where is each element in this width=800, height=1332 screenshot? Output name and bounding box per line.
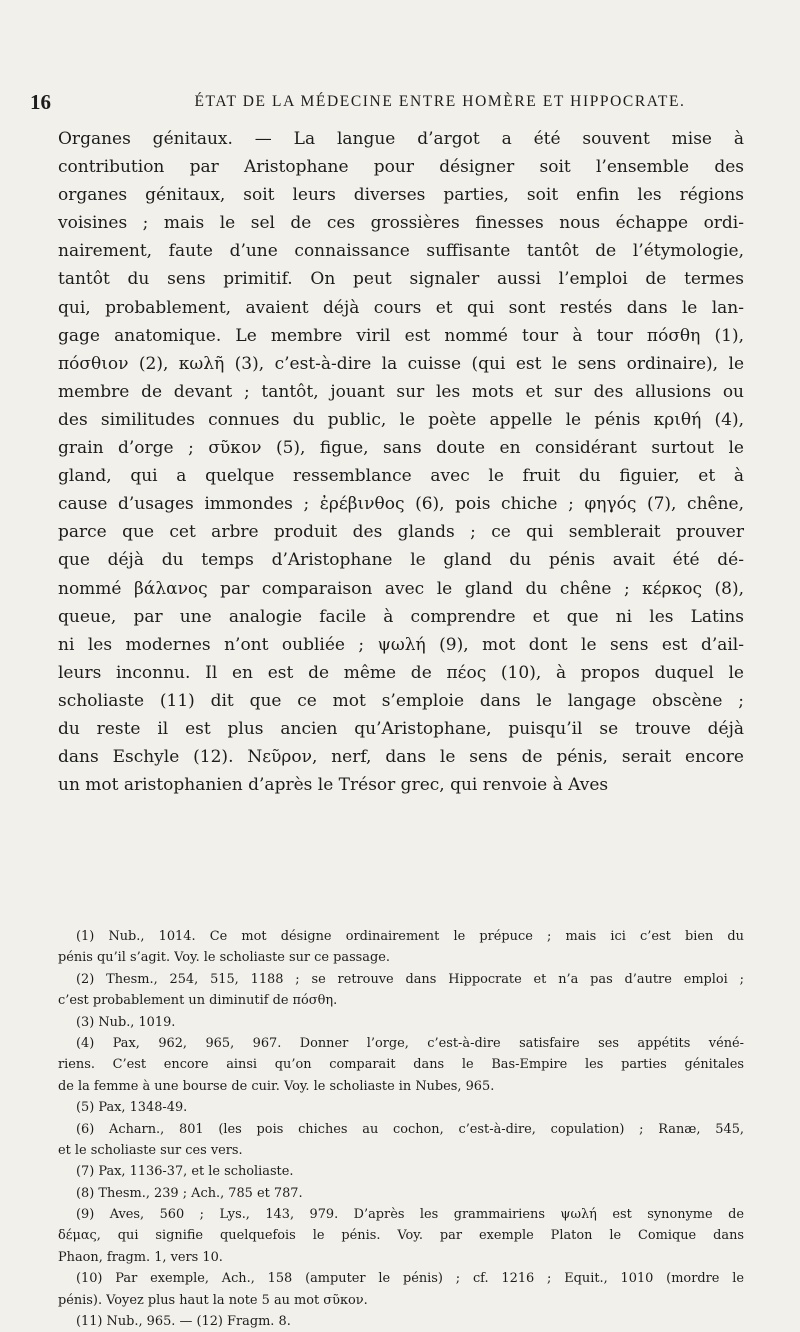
text-line: un mot aristophanien d’après le Trésor grec, qui renvoie à Aves [58, 775, 609, 796]
footnote-line: pénis qu’il s’agit. Voy. le scholiaste sur ce passage. [58, 950, 390, 966]
footnote-line: (6) Acharn., 801 (les pois chiches au cochon, c’est-à-dire, copulation) ; Ranæ, 545, [76, 1121, 744, 1137]
footnote-line: de la femme à une bourse de cuir. Voy. le scholiaste in Nubes, 965. [58, 1078, 495, 1094]
footnote [58, 1033, 744, 1097]
footnote [58, 1204, 744, 1268]
footnote [58, 1183, 744, 1204]
text-line: gage anatomique. Le membre viril est nommé tour à tour πόσθη (1), [58, 325, 744, 346]
text-line: nairement, faute d’une connaissance suffisante tantôt de l’étymologie, [58, 241, 744, 262]
footnote-line: pénis). Voyez plus haut la note 5 au mot σῦκον. [58, 1292, 368, 1308]
footnote [58, 1268, 744, 1311]
footnote-line: (2) Thesm., 254, 515, 1188 ; se retrouve dans Hippocrate et n’a pas d’autre emploi ; [76, 971, 744, 987]
footnote [58, 969, 744, 1012]
footnote-line: (9) Aves, 560 ; Lys., 143, 979. D’après les grammairiens ψωλή est synonyme de [76, 1207, 744, 1223]
footnote [58, 1119, 744, 1162]
text-line: grain d’orge ; σῦκον (5), figue, sans doute en considérant surtout le [58, 438, 744, 459]
text-line: nommé βάλανος par comparaison avec le gland du chêne ; κέρκος (8), [58, 578, 744, 599]
footnote-line: δέμας, qui signifie quelquefois le pénis. Voy. par exemple Platon le Comique dans [58, 1228, 744, 1244]
text-line: tantôt du sens primitif. On peut signaler aussi l’emploi de termes [58, 269, 744, 290]
page-header [30, 90, 770, 116]
footnote [58, 1311, 744, 1332]
footnote-line: (8) Thesm., 239 ; Ach., 785 et 787. [76, 1185, 303, 1201]
text-line: que déjà du temps d’Aristophane le gland du pénis avait été dé- [58, 550, 744, 571]
footnote [58, 1097, 744, 1118]
footnotes [58, 926, 744, 1332]
text-line: gland, qui a quelque ressemblance avec le fruit du figuier, et à [58, 466, 744, 487]
footnote-line: (1) Nub., 1014. Ce mot désigne ordinairement le prépuce ; mais ici c’est bien du [76, 929, 744, 944]
page-number: 16 [30, 90, 51, 114]
footnote-line: c’est probablement un diminutif de πόσθη. [58, 993, 338, 1009]
main-text [58, 125, 744, 799]
footnote [58, 1161, 744, 1182]
text-line: scholiaste (11) dit que ce mot s’emploie dans le langage obscène ; [58, 690, 744, 711]
text-line: voisines ; mais le sel de ces grossières finesses nous échappe ordi- [58, 213, 744, 234]
text-line: qui, probablement, avaient déjà cours et qui sont restés dans le lan- [58, 297, 744, 318]
footnote-line: (7) Pax, 1136-37, et le scholiaste. [76, 1164, 294, 1180]
running-head: ÉTAT DE LA MÉDECINE ENTRE HOMÈRE ET HIPPOCRATE. [194, 93, 686, 110]
text-line: Organes génitaux. — La langue d’argot a été souvent mise à [58, 129, 744, 149]
text-line: cause d’usages immondes ; ἐρέβινθος (6), pois chiche ; φηγός (7), chêne, [58, 494, 744, 515]
footnote-line: et le scholiaste sur ces vers. [58, 1142, 243, 1158]
text-line: leurs inconnu. Il en est de même de πέος (10), à propos duquel le [58, 662, 744, 683]
text-line: membre de devant ; tantôt, jouant sur les mots et sur des allusions ou [58, 381, 744, 402]
footnote-line: (10) Par exemple, Ach., 158 (amputer le pénis) ; cf. 1216 ; Equit., 1010 (mordre le [76, 1271, 744, 1287]
footnote-line: (4) Pax, 962, 965, 967. Donner l’orge, c’est-à-dire satisfaire ses appétits véné- [76, 1035, 744, 1051]
text-line: organes génitaux, soit leurs diverses parties, soit enfin les régions [58, 185, 744, 206]
footnote-line: riens. C’est encore ainsi qu’on comparait dans le Bas-Empire les parties génitales [58, 1057, 744, 1073]
text-line: πόσθιον (2), κωλῆ (3), c’est-à-dire la cuisse (qui est le sens ordinaire), le [58, 353, 744, 374]
footnote [58, 926, 744, 969]
text-line: queue, par une analogie facile à comprendre et que ni les Latins [58, 606, 744, 627]
text-line: ni les modernes n’ont oubliée ; ψωλή (9), mot dont le sens est d’ail- [58, 634, 744, 655]
text-line: dans Eschyle (12). Νεῦρον, nerf, dans le sens de pénis, serait encore [58, 747, 744, 768]
footnote-line: Phaon, fragm. 1, vers 10. [58, 1249, 223, 1265]
footnote-line: (11) Nub., 965. — (12) Fragm. 8. [76, 1314, 291, 1330]
text-line: des similitudes connues du public, le poète appelle le pénis κριθή (4), [58, 409, 744, 430]
footnote-line: (3) Nub., 1019. [76, 1014, 176, 1030]
text-line: du reste il est plus ancien qu’Aristophane, puisqu’il se trouve déjà [58, 718, 744, 739]
text-line: parce que cet arbre produit des glands ; ce qui semblerait prouver [58, 522, 744, 543]
footnote [58, 1012, 744, 1033]
footnote-line: (5) Pax, 1348-49. [76, 1100, 188, 1116]
text-line: contribution par Aristophane pour désigner soit l’ensemble des [58, 157, 744, 178]
